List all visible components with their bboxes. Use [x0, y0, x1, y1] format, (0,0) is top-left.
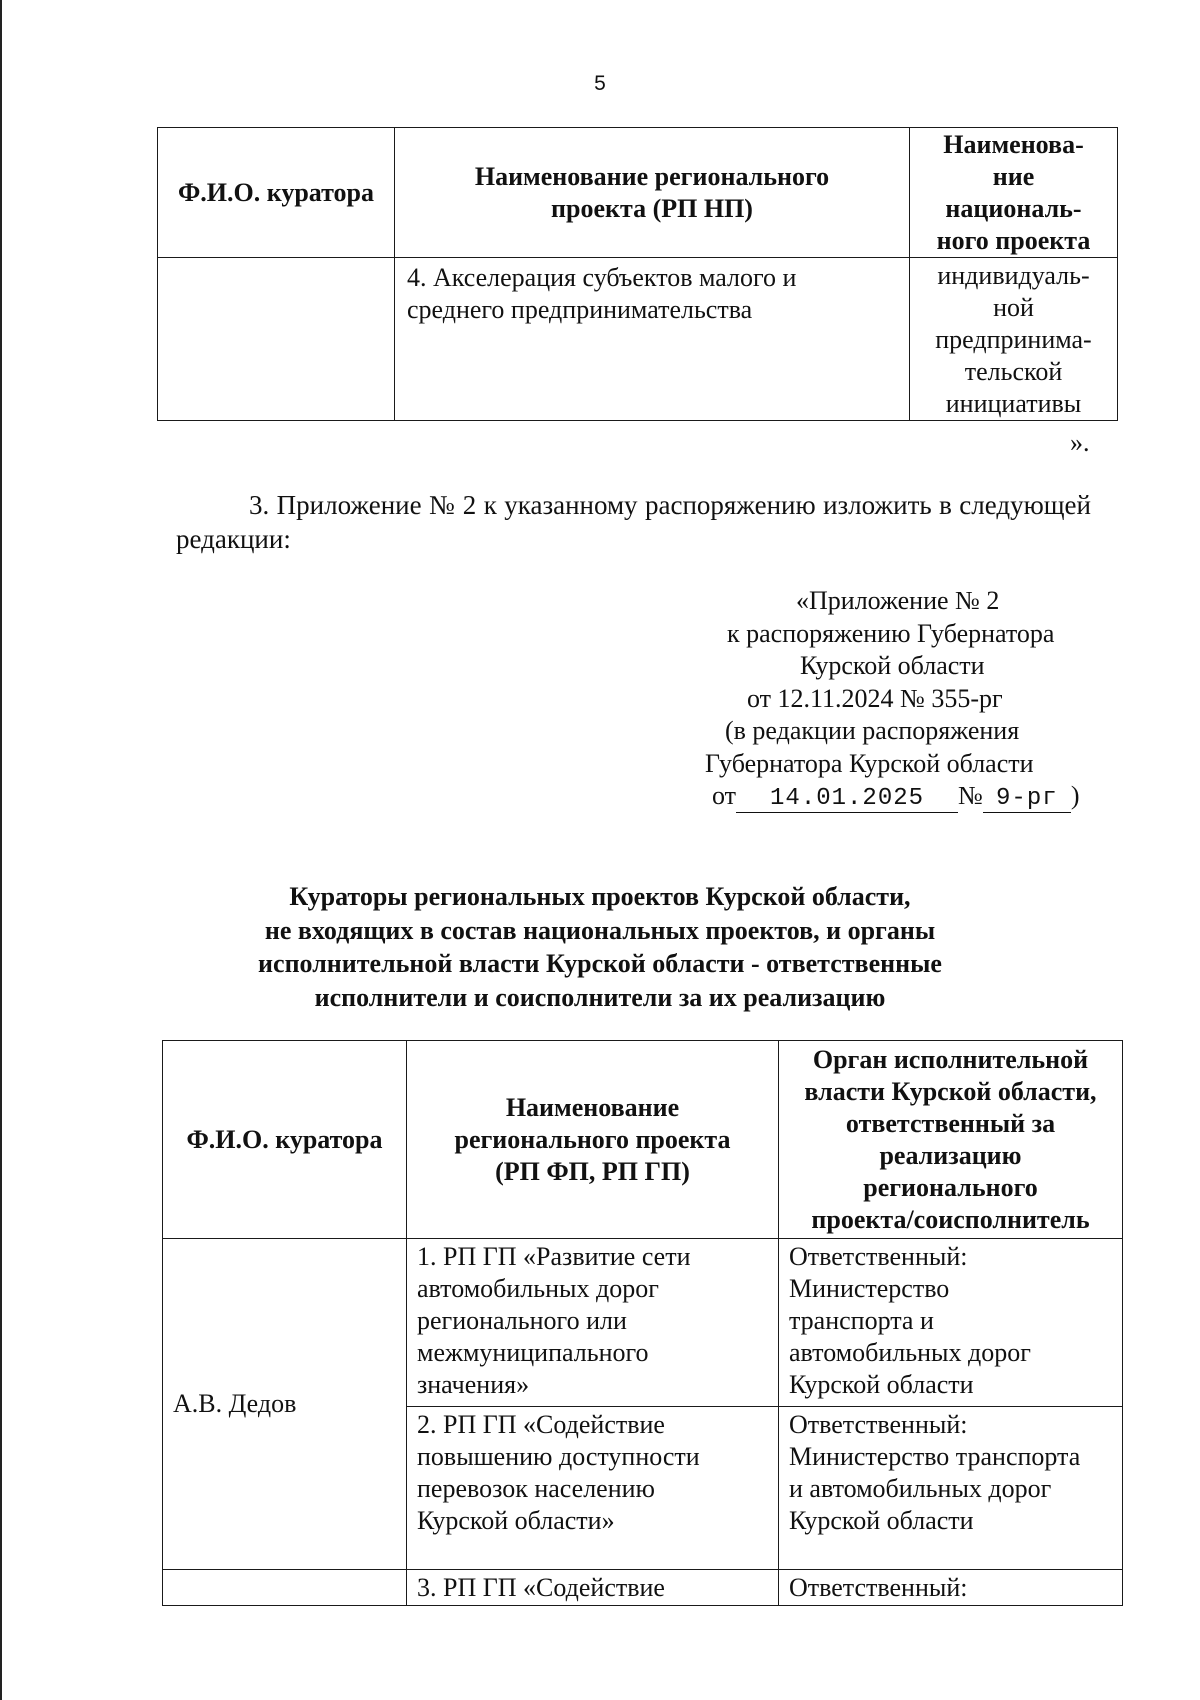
cell-project-line: перевозок населению [417, 1474, 655, 1503]
page-number: 5 [594, 72, 606, 95]
title-line: Кураторы региональных проектов Курской области, [289, 882, 911, 911]
appendix-header [680, 585, 1160, 813]
cell-project-line: автомобильных дорог [417, 1274, 659, 1303]
header-project-line: Наименование регионального [474, 161, 830, 191]
cell-national-line: ной [993, 293, 1034, 322]
appendix-signature-line [680, 780, 1160, 813]
header-national-line: Наименова- [943, 129, 1084, 159]
header-curator: Ф.И.О. куратора [163, 1041, 407, 1239]
cell-authority-line: Министерство [789, 1274, 950, 1303]
header-project-line: Наименование [505, 1092, 680, 1122]
table-row [163, 1239, 1123, 1407]
appendix-close-paren: ) [1070, 781, 1080, 810]
cell-authority-line: Курской области [789, 1506, 974, 1535]
appendix-line: Курской области [800, 651, 985, 680]
cell-authority-line: Ответственный: [789, 1242, 968, 1271]
title-line: не входящих в состав национальных проектов, и органы [264, 915, 936, 945]
appendix-number: 9-рг [983, 786, 1071, 813]
cell-national-line: индивидуаль- [937, 261, 1090, 290]
cell-authority [779, 1239, 1123, 1407]
cell-project [407, 1407, 779, 1570]
appendix-from-label: от [712, 781, 737, 810]
cell-authority-line: Курской области [789, 1370, 974, 1399]
scan-edge-line [0, 0, 2, 1700]
cell-project-line: среднего предпринимательства [407, 295, 753, 324]
cell-curator: А.В. Дедов [163, 1239, 407, 1570]
cell-curator [163, 1570, 407, 1606]
cell-authority-line: Министерство транспорта [789, 1442, 1081, 1471]
cell-authority-line: Ответственный: [789, 1410, 968, 1439]
table-row [158, 258, 1118, 421]
projects-table-continued [157, 127, 1118, 421]
cell-project [395, 258, 910, 421]
cell-project-line: 3. РП ГП «Содействие [417, 1573, 665, 1602]
header-national-project [910, 128, 1118, 258]
header-authority-line: проекта/соисполнитель [811, 1204, 1090, 1234]
document-title [0, 880, 1200, 1014]
appendix-date: 14.01.2025 [736, 786, 958, 813]
cell-national-line: тельской [964, 357, 1063, 386]
cell-authority-line: Ответственный: [789, 1573, 968, 1602]
header-curator: Ф.И.О. куратора [158, 128, 395, 258]
cell-authority [779, 1407, 1123, 1570]
cell-project-line: значения» [417, 1370, 530, 1399]
header-project-line: проекта (РП НП) [551, 193, 753, 223]
cell-project-line: 2. РП ГП «Содействие [417, 1410, 665, 1439]
header-national-line: националь- [945, 193, 1082, 223]
header-project [395, 128, 910, 258]
cell-project-line: Курской области» [417, 1506, 615, 1535]
cell-project-line: повышению доступности [417, 1442, 700, 1471]
paragraph-3: 3. Приложение № 2 к указанному распоряжению изложить в следующей редакции: [176, 490, 1091, 554]
appendix-line: от 12.11.2024 № 355-рг [747, 683, 1003, 713]
header-project [407, 1041, 779, 1239]
cell-project [407, 1570, 779, 1606]
header-authority-line: власти Курской области, [804, 1076, 1097, 1106]
table-header-row [158, 128, 1118, 258]
title-line: исполнительной власти Курской области - ответственные [258, 949, 942, 978]
appendix-line: (в редакции распоряжения [725, 716, 1020, 745]
appendix-line: к распоряжению Губернатора [727, 618, 1055, 648]
cell-project [407, 1239, 779, 1407]
header-project-line: (РП ФП, РП ГП) [495, 1156, 690, 1186]
curators-table [162, 1040, 1123, 1606]
header-authority-line: Орган исполнительной [812, 1044, 1089, 1074]
header-authority-line: реализацию [879, 1140, 1022, 1170]
header-authority [779, 1041, 1123, 1239]
appendix-line: Губернатора Курской области [705, 748, 1034, 778]
cell-national-line: инициативы [945, 389, 1082, 418]
cell-national-line: предпринима- [935, 325, 1092, 354]
appendix-line: «Приложение № 2 [796, 586, 1000, 615]
cell-authority-line: и автомобильных дорог [789, 1474, 1052, 1503]
closing-quote: ». [1070, 428, 1090, 457]
cell-authority-line: транспорта и [789, 1306, 934, 1335]
cell-project-line: 1. РП ГП «Развитие сети [417, 1242, 691, 1271]
cell-project-line: межмуниципального [417, 1338, 649, 1367]
header-national-line: ние [992, 161, 1035, 191]
cell-authority-line: автомобильных дорог [789, 1338, 1031, 1367]
header-authority-line: регионального [863, 1172, 1038, 1202]
cell-project-line: регионального или [417, 1306, 627, 1335]
cell-project-line: 4. Акселерация субъектов малого и [407, 263, 797, 292]
table-header-row [163, 1041, 1123, 1239]
cell-curator [158, 258, 395, 421]
cell-national-project [910, 258, 1118, 421]
table-row [163, 1570, 1123, 1606]
appendix-number-label: № [958, 781, 983, 810]
header-project-line: регионального проекта [454, 1124, 731, 1154]
cell-authority [779, 1570, 1123, 1606]
title-line: исполнители и соисполнители за их реализацию [314, 982, 886, 1012]
header-authority-line: ответственный за [845, 1108, 1056, 1138]
header-national-line: ного проекта [936, 225, 1091, 255]
